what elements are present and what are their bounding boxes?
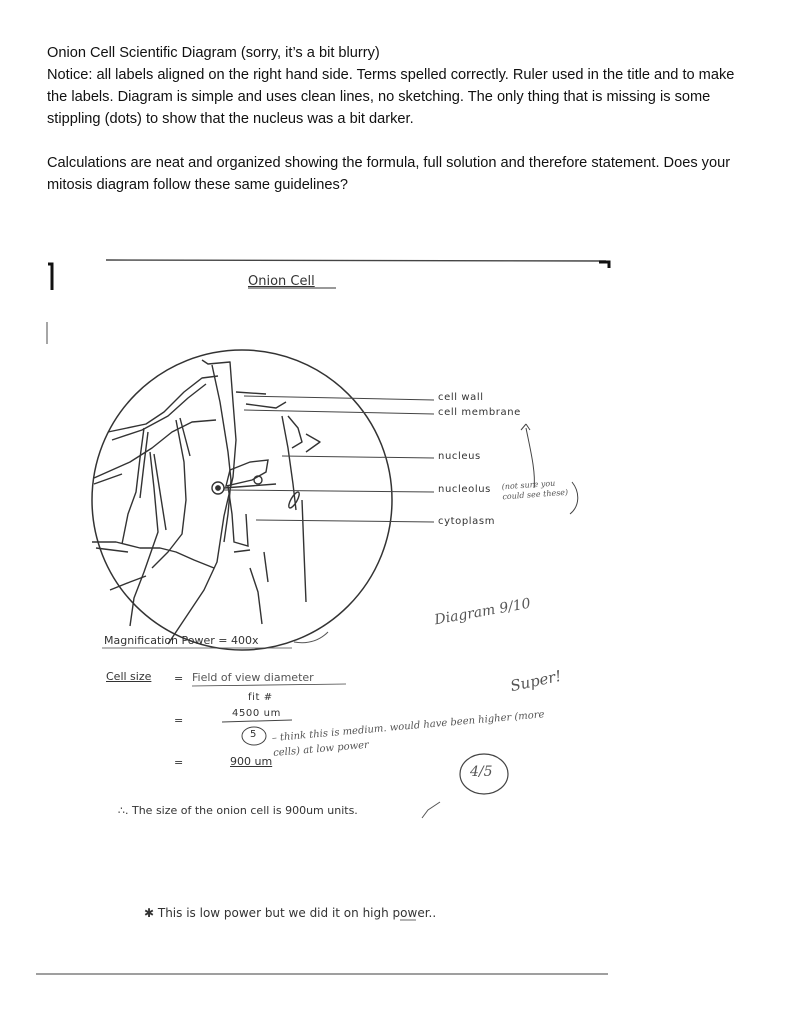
- intro-title: Onion Cell Scientific Diagram (sorry, it’s a bit blurry): [47, 45, 380, 61]
- label-nucleus: nucleus: [438, 451, 481, 462]
- field-of-view-circle: [92, 350, 392, 650]
- teacher-comment: – think this is medium. would have been higher (more cells) at low power: [271, 709, 545, 760]
- calc-conclusion: ∴. The size of the onion cell is 900um units.: [118, 804, 358, 817]
- calc-lhs: Cell size: [106, 670, 152, 683]
- calc-eq-2: =: [174, 714, 184, 727]
- calc-eq-1: =: [174, 672, 184, 685]
- magnification-line: Magnification Power = 400x: [104, 634, 259, 647]
- footnote: ✱ This is low power but we did it on high power..: [144, 906, 437, 920]
- calc-formula-top: Field of view diameter: [192, 671, 314, 684]
- label-cell-wall: cell wall: [438, 392, 484, 403]
- intro-calculations-note: Calculations are neat and organized showing the formula, full solution and therefore statement. Does your mitosis diagram follow these same guidelines?: [47, 155, 731, 193]
- calc-grade: 4/5: [470, 764, 493, 780]
- scanned-worksheet: [36, 252, 616, 982]
- instructions-text: [47, 42, 757, 196]
- intro-notice: Notice: all labels aligned on the right hand side. Terms spelled correctly. Ruler used in the title and to make the labels. Diagram is simple and uses clean lines, no sketching. The only thing that is missing is some stippling (dots) to show that the nucleus was a bit darker.: [47, 67, 735, 127]
- calc-step-top: 4500 um: [232, 708, 281, 719]
- label-cell-membrane: cell membrane: [438, 407, 521, 418]
- label-cytoplasm: cytoplasm: [438, 516, 496, 527]
- calc-result: 900 um: [230, 755, 273, 768]
- label-nucleolus: nucleolus: [438, 484, 491, 495]
- nucleolus-note: (not sure you could see these): [501, 478, 569, 502]
- calc-eq-3: =: [174, 756, 184, 769]
- calc-step-bottom: 5: [250, 729, 257, 740]
- calc-formula-bottom: fit #: [248, 692, 273, 703]
- super-comment: Super!: [508, 666, 563, 696]
- diagram-grade: Diagram 9/10: [433, 595, 532, 629]
- onion-cell-diagram: [36, 252, 616, 982]
- diagram-title: Onion Cell: [248, 274, 315, 289]
